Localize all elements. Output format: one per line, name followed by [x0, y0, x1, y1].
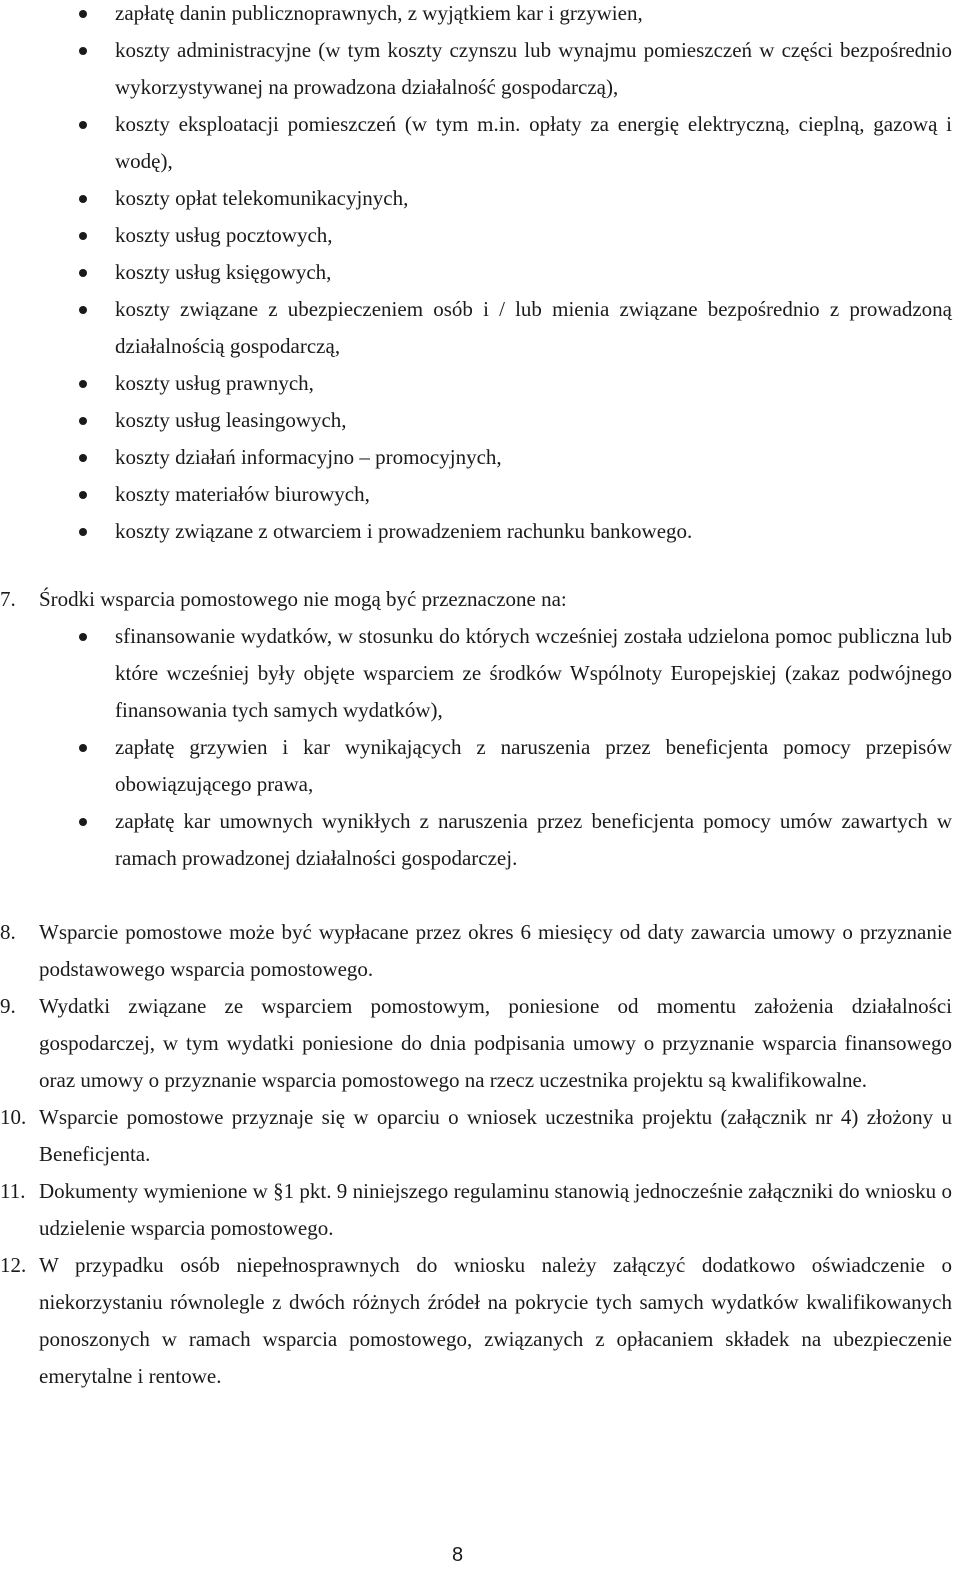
- paragraph-text: Wydatki związane ze wsparciem pomostowym, poniesione od momentu założenia działalności gospodarczej, w tym wydatki poniesione do dnia podpisania umowy o przyznanie wsparcia finansowego oraz umowy o przyznanie wsparcia pomostowego na rzecz uczestnika projektu są kwalifikowalne.: [39, 994, 952, 1092]
- bullet-icon: [79, 195, 87, 203]
- numbered-paragraphs: [0, 914, 960, 1395]
- list-item: koszty materiałów biurowych,: [0, 476, 960, 513]
- bullet-icon: [79, 744, 87, 752]
- paragraph-text: Środki wsparcia pomostowego nie mogą być przeznaczone na:: [39, 587, 567, 611]
- bullet-icon: [79, 633, 87, 641]
- bullet-icon: [79, 306, 87, 314]
- paragraph-text: Wsparcie pomostowe może być wypłacane przez okres 6 miesięcy od daty zawarcia umowy o przyznanie podstawowego wsparcia pomostowego.: [39, 920, 952, 981]
- excluded-costs-list: [0, 618, 960, 877]
- bullet-icon: [79, 818, 87, 826]
- bullet-icon: [79, 232, 87, 240]
- numbered-paragraph: [0, 1247, 960, 1395]
- paragraph-number: 7.: [0, 587, 16, 611]
- eligible-costs-list: [0, 0, 960, 550]
- list-item: koszty opłat telekomunikacyjnych,: [0, 180, 960, 217]
- paragraph-text: Dokumenty wymienione w §1 pkt. 9 niniejszego regulaminu stanowią jednocześnie załączniki do wniosku o udzielenie wsparcia pomostowego.: [39, 1179, 952, 1240]
- list-item: koszty eksploatacji pomieszczeń (w tym m.in. opłaty za energię elektryczną, cieplną, gazową i wodę),: [0, 106, 960, 180]
- list-item: koszty usług księgowych,: [0, 254, 960, 291]
- paragraph-number: 12.: [0, 1253, 27, 1277]
- paragraph-number: 9.: [0, 994, 16, 1018]
- bullet-icon: [79, 417, 87, 425]
- list-item: koszty związane z ubezpieczeniem osób i / lub mienia związane bezpośrednio z prowadzoną działalnością gospodarczą,: [0, 291, 960, 365]
- paragraph-number: 10.: [0, 1105, 27, 1129]
- bullet-icon: [79, 47, 87, 55]
- list-item: zapłatę danin publicznoprawnych, z wyjątkiem kar i grzywien,: [0, 0, 960, 32]
- numbered-paragraph: [0, 1099, 960, 1173]
- numbered-paragraph: [0, 988, 960, 1099]
- list-item: sfinansowanie wydatków, w stosunku do których wcześniej została udzielona pomoc publiczna lub które wcześniej były objęte wsparciem ze środków Wspólnoty Europejskiej (zakaz podwójnego finansowania tych samych wydatków),: [0, 618, 960, 729]
- list-item: koszty usług pocztowych,: [0, 217, 960, 254]
- bullet-icon: [79, 121, 87, 129]
- list-item: koszty usług leasingowych,: [0, 402, 960, 439]
- numbered-paragraph: [0, 581, 960, 618]
- list-item: koszty związane z otwarciem i prowadzeniem rachunku bankowego.: [0, 513, 960, 550]
- paragraph-text: W przypadku osób niepełnosprawnych do wniosku należy załączyć dodatkowo oświadczenie o niekorzystaniu równolegle z dwóch różnych źródeł na pokrycie tych samych wydatków kwalifikowanych ponoszonych w ramach wsparcia pomostowego, związanych z opłacaniem składek na ubezpieczenie emerytalne i rentowe.: [39, 1253, 952, 1388]
- list-item: koszty usług prawnych,: [0, 365, 960, 402]
- bullet-icon: [79, 380, 87, 388]
- bullet-icon: [79, 10, 87, 18]
- list-item: zapłatę kar umownych wynikłych z naruszenia przez beneficjenta pomocy umów zawartych w ramach prowadzonej działalności gospodarczej.: [0, 803, 960, 877]
- bullet-icon: [79, 454, 87, 462]
- bullet-icon: [79, 528, 87, 536]
- numbered-paragraph: [0, 914, 960, 988]
- bullet-icon: [79, 269, 87, 277]
- section-item-7: [0, 581, 960, 877]
- list-item: koszty działań informacyjno – promocyjnych,: [0, 439, 960, 476]
- list-item: koszty administracyjne (w tym koszty czynszu lub wynajmu pomieszczeń w części bezpośrednio wykorzystywanej na prowadzona działalność gospodarczą),: [0, 32, 960, 106]
- bullet-icon: [79, 491, 87, 499]
- paragraph-number: 8.: [0, 920, 16, 944]
- list-item: zapłatę grzywien i kar wynikających z naruszenia przez beneficjenta pomocy przepisów obowiązującego prawa,: [0, 729, 960, 803]
- paragraph-text: Wsparcie pomostowe przyznaje się w oparciu o wniosek uczestnika projektu (załącznik nr 4) złożony u Beneficjenta.: [39, 1105, 952, 1166]
- numbered-paragraph: [0, 1173, 960, 1247]
- page-number: 8: [451, 1544, 464, 1566]
- paragraph-number: 11.: [0, 1179, 26, 1203]
